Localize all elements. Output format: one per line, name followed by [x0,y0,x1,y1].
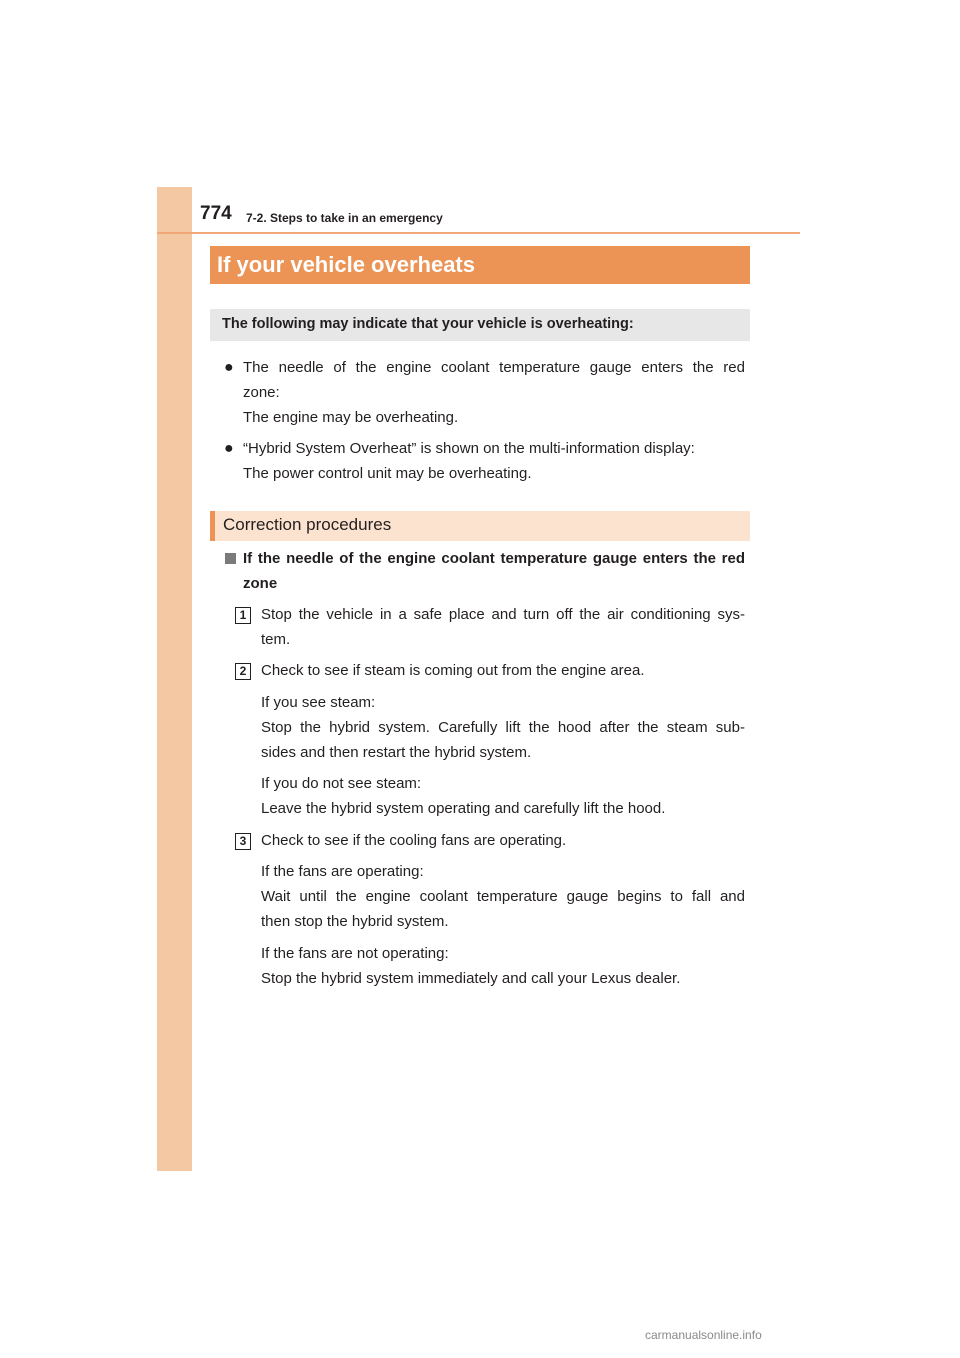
bullet-icon: ● [224,359,234,376]
square-bullet-icon [225,553,236,564]
step-line: Stop the vehicle in a safe place and turn off the air conditioning sys- [261,606,745,623]
watermark: carmanualsonline.info [645,1328,762,1342]
step-condition: If you do not see steam: [261,775,422,792]
step-number-badge: 3 [235,833,251,850]
indicator-item [243,356,745,430]
page-title: If your vehicle overheats [210,246,750,284]
step-line: Check to see if the cooling fans are operating. [261,832,567,849]
step-condition: If you see steam: [261,694,376,711]
step-condition: If the fans are operating: [261,863,424,880]
step-line: Stop the hybrid system immediately and call your Lexus dealer. [261,970,681,987]
step-line: then stop the hybrid system. [261,913,449,930]
page-number: 774 [200,203,232,224]
step-line: sides and then restart the hybrid system. [261,744,532,761]
step-number-badge: 1 [235,607,251,624]
indicator-line: The engine may be overheating. [243,409,459,426]
step-number-badge: 2 [235,663,251,680]
step-line: Wait until the engine coolant temperature gauge begins to fall and [261,888,745,905]
header-rule [157,232,800,234]
correction-subheading [243,547,745,596]
indicators-heading: The following may indicate that your vehicle is overheating: [210,309,750,341]
indicator-line: The power control unit may be overheating. [243,465,532,482]
indicator-line: “Hybrid System Overheat” is shown on the multi-information display: [243,440,695,457]
step-condition: If the fans are not operating: [261,945,449,962]
bullet-icon: ● [224,440,234,457]
subheading-line: If the needle of the engine coolant temperature gauge enters the red [243,550,745,567]
step-line: Leave the hybrid system operating and carefully lift the hood. [261,800,666,817]
step-line: Stop the hybrid system. Carefully lift the hood after the steam sub- [261,719,745,736]
indicator-line: The needle of the engine coolant temperature gauge enters the red [243,359,745,376]
indicator-line: zone: [243,384,280,401]
section-label: 7-2. Steps to take in an emergency [246,211,443,225]
step-line: Check to see if steam is coming out from the engine area. [261,662,645,679]
indicator-item [243,437,745,486]
step-line: tem. [261,631,291,648]
correction-heading: Correction procedures [210,511,750,541]
subheading-line: zone [243,575,278,592]
side-band [157,187,192,1171]
